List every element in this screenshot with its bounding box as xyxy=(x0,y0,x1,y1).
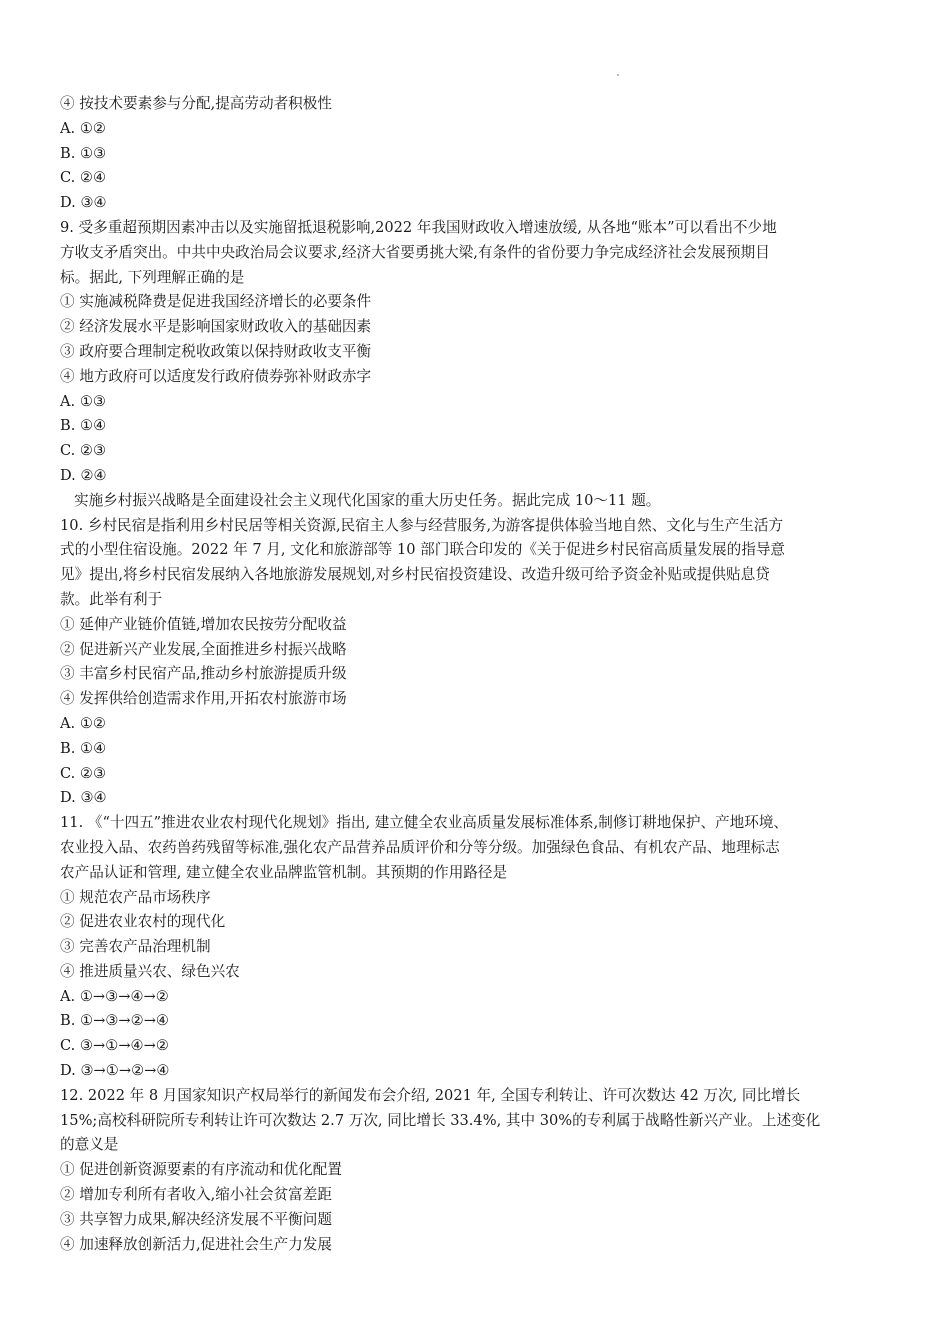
question-9 xyxy=(60,216,910,489)
option-1: ① 促进创新资源要素的有序流动和优化配置 xyxy=(60,1161,342,1179)
question-8-fragment xyxy=(60,92,910,216)
option-3: ③ 丰富乡村民宿产品,推动乡村旅游提质升级 xyxy=(60,665,347,683)
scan-dot xyxy=(617,74,619,76)
question-stem: 的意义是 xyxy=(60,1136,119,1154)
question-stem: 款。此举有利于 xyxy=(60,590,163,608)
choice-d: D. ②④ xyxy=(60,466,107,484)
section-intro: 实施乡村振兴战略是全面建设社会主义现代化国家的重大历史任务。据此完成 10～11 题。 xyxy=(74,491,661,509)
choice-d: D. ③→①→②→④ xyxy=(60,1062,170,1080)
choice-b: B. ①→③→②→④ xyxy=(60,1012,170,1030)
question-stem: 农产品认证和管理, 建立健全农业品牌监管机制。其预期的作用路径是 xyxy=(60,863,508,881)
choice-b: B. ①④ xyxy=(60,739,107,757)
choice-d: D. ③④ xyxy=(60,194,107,212)
choice-a: A. ①→③→④→② xyxy=(60,987,169,1005)
option-3: ③ 政府要合理制定税收政策以保持财政收支平衡 xyxy=(60,342,372,360)
question-10 xyxy=(60,514,910,812)
option-4: ④ 推进质量兴农、绿色兴农 xyxy=(60,962,240,980)
option-3: ③ 完善农产品治理机制 xyxy=(60,938,211,956)
option-2: ② 增加专利所有者收入,缩小社会贫富差距 xyxy=(60,1186,332,1204)
question-stem: 10. 乡村民宿是指利用乡村民居等相关资源,民宿主人参与经营服务,为游客提供体验当地自然、文化与生产生活方 xyxy=(60,516,784,534)
choice-c: C. ③→①→④→② xyxy=(60,1037,169,1055)
choice-d: D. ③④ xyxy=(60,789,107,807)
choice-a: A. ①③ xyxy=(60,392,106,410)
choice-c: C. ②③ xyxy=(60,764,107,782)
option-4: ④ 发挥供给创造需求作用,开拓农村旅游市场 xyxy=(60,690,347,708)
question-12 xyxy=(60,1084,910,1258)
option-2: ② 促进农业农村的现代化 xyxy=(60,913,226,931)
choice-b: B. ①③ xyxy=(60,144,107,162)
question-stem: 见》提出,将乡村民宿发展纳入各地旅游发展规划,对乡村民宿投资建设、改造升级可给予资金补贴或提供贴息贷 xyxy=(60,566,770,584)
option-1: ① 延伸产业链价值链,增加农民按劳分配收益 xyxy=(60,615,347,633)
option-3: ③ 共享智力成果,解决经济发展不平衡问题 xyxy=(60,1210,332,1228)
exam-page xyxy=(60,92,910,1257)
choice-a: A. ①② xyxy=(60,119,106,137)
option-4: ④ 加速释放创新活力,促进社会生产力发展 xyxy=(60,1235,332,1253)
question-stem: 9. 受多重超预期因素冲击以及实施留抵退税影响,2022 年我国财政收入增速放缓, 从各地“账本”可以看出不少地 xyxy=(60,218,777,236)
option-4: ④ 按技术要素参与分配,提高劳动者积极性 xyxy=(60,95,332,112)
choice-b: B. ①④ xyxy=(60,417,107,435)
choice-c: C. ②④ xyxy=(60,169,107,187)
question-stem: 农业投入品、农药兽药残留等标准,强化农产品营养品质评价和分等分级。加强绿色食品、有机农产品、地理标志 xyxy=(60,838,780,856)
option-1: ① 规范农产品市场秩序 xyxy=(60,888,211,906)
question-stem: 式的小型住宿设施。2022 年 7 月, 文化和旅游部等 10 部门联合印发的《关于促进乡村民宿高质量发展的指导意 xyxy=(60,541,786,559)
question-stem: 11. 《“十四五”推进农业农村现代化规划》指出, 建立健全农业高质量发展标准体系,制修订耕地保护、产地环境、 xyxy=(60,814,789,832)
option-2: ② 经济发展水平是影响国家财政收入的基础因素 xyxy=(60,318,372,336)
option-1: ① 实施减税降费是促进我国经济增长的必要条件 xyxy=(60,293,372,311)
option-4: ④ 地方政府可以适度发行政府债券弥补财政赤字 xyxy=(60,367,372,385)
question-11 xyxy=(60,811,910,1084)
choice-a: A. ①② xyxy=(60,714,106,732)
question-stem: 15%;高校科研院所专利转让许可次数达 2.7 万次, 同比增长 33.4%, 其中 30%的专利属于战略性新兴产业。上述变化 xyxy=(60,1111,821,1129)
choice-c: C. ②③ xyxy=(60,442,107,460)
option-2: ② 促进新兴产业发展,全面推进乡村振兴战略 xyxy=(60,640,347,658)
question-stem: 方收支矛盾突出。中共中央政治局会议要求,经济大省要勇挑大梁,有条件的省份要力争完成经济社会发展预期目 xyxy=(60,243,770,261)
question-stem: 标。据此, 下列理解正确的是 xyxy=(60,268,245,286)
question-stem: 12. 2022 年 8 月国家知识产权局举行的新闻发布会介绍, 2021 年, 全国专利转让、许可次数达 42 万次, 同比增长 xyxy=(60,1086,801,1104)
